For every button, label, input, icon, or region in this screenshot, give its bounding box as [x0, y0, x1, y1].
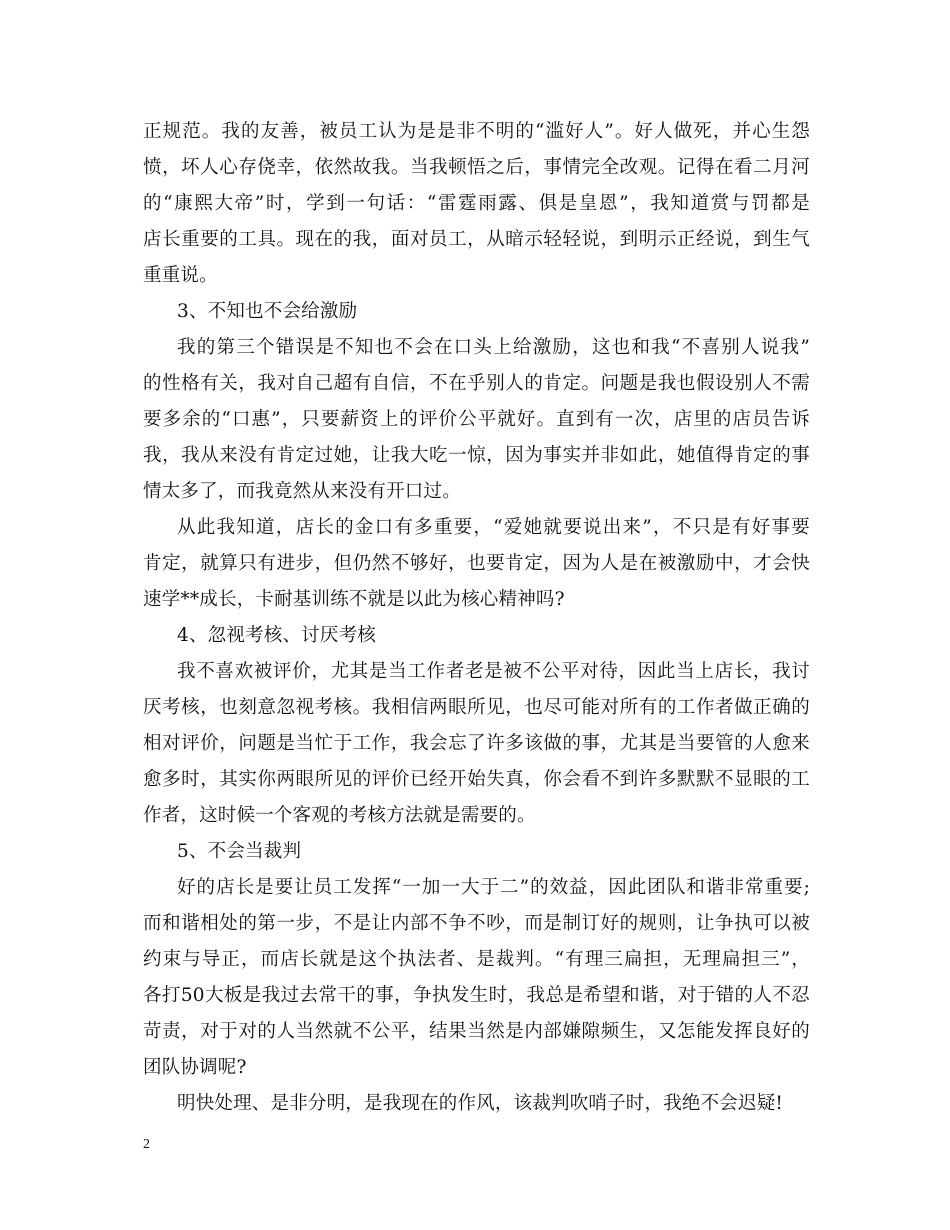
body-line: 作者，这时候一个客观的考核方法就是需要的。 — [143, 805, 536, 826]
body-line: 厌考核，也刻意忽视考核。我相信两眼所见，也尽可能对所有的工作者做正确的 — [143, 697, 810, 718]
body-line: 约束与导正，而店长就是这个执法者、是裁判。“有理三扁担，无理扁担三”， — [143, 949, 810, 970]
section-heading-4: 4、忽视考核、讨厌考核 — [177, 625, 376, 646]
paragraph-first-line: 好的店长是要让员工发挥“一加一大于二”的效益，因此团队和谐非常重要; — [177, 877, 810, 898]
body-line: 而和谐相处的第一步，不是让内部不争不吵，而是制订好的规则，让争执可以被 — [143, 913, 810, 934]
paragraph-first-line: 我不喜欢被评价，尤其是当工作者老是被不公平对待，因此当上店长，我讨 — [177, 661, 810, 682]
body-line: 的“康熙大帝”时，学到一句话：“雷霆雨露、俱是皇恩”，我知道赏与罚都是 — [143, 193, 810, 214]
body-line: 各打50大板是我过去常干的事，争执发生时，我总是希望和谐，对于错的人不忍 — [143, 985, 810, 1006]
body-line: 情太多了，而我竟然从来没有开口过。 — [143, 481, 461, 502]
section-heading-5: 5、不会当裁判 — [177, 841, 302, 862]
body-line: 愤，坏人心存侥幸，依然故我。当我顿悟之后，事情完全改观。记得在看二月河 — [143, 157, 810, 178]
body-line: 相对评价，问题是当忙于工作，我会忘了许多该做的事，尤其是当要管的人愈来 — [143, 733, 810, 754]
body-line: 正规范。我的友善，被员工认为是是非不明的“滥好人”。好人做死，并心生怨 — [143, 121, 810, 142]
body-line: 速学**成长，卡耐基训练不就是以此为核心精神吗? — [143, 589, 565, 610]
body-line: 店长重要的工具。现在的我，面对员工，从暗示轻轻说，到明示正经说，到生气 — [143, 229, 810, 250]
paragraph-first-line: 明快处理、是非分明，是我现在的作风，该裁判吹哨子时，我绝不会迟疑! — [177, 1093, 784, 1114]
body-line: 苛责，对于对的人当然就不公平，结果当然是内部嫌隙频生，又怎能发挥良好的 — [143, 1021, 810, 1042]
body-line: 愈多时，其实你两眼所见的评价已经开始失真，你会看不到许多默默不显眼的工 — [143, 769, 810, 790]
body-line: 肯定，就算只有进步，但仍然不够好，也要肯定，因为人是在被激励中，才会快 — [143, 553, 810, 574]
paragraph-first-line: 从此我知道，店长的金口有多重要，“爱她就要说出来”，不只是有好事要 — [177, 517, 810, 538]
page-number: 2 — [143, 1137, 150, 1152]
body-line: 的性格有关，我对自己超有自信，不在乎别人的肯定。问题是我也假设别人不需 — [143, 373, 810, 394]
section-heading-3: 3、不知也不会给激励 — [177, 301, 358, 322]
body-line: 重重说。 — [143, 265, 218, 286]
body-line: 要多余的“口惠”，只要薪资上的评价公平就好。直到有一次，店里的店员告诉 — [143, 409, 810, 430]
body-line: 我，我从来没有肯定过她，让我大吃一惊，因为事实并非如此，她值得肯定的事 — [143, 445, 810, 466]
document-body — [143, 114, 810, 1122]
body-line: 团队协调呢? — [143, 1057, 247, 1078]
paragraph-first-line: 我的第三个错误是不知也不会在口头上给激励，这也和我“不喜别人说我” — [177, 337, 810, 358]
